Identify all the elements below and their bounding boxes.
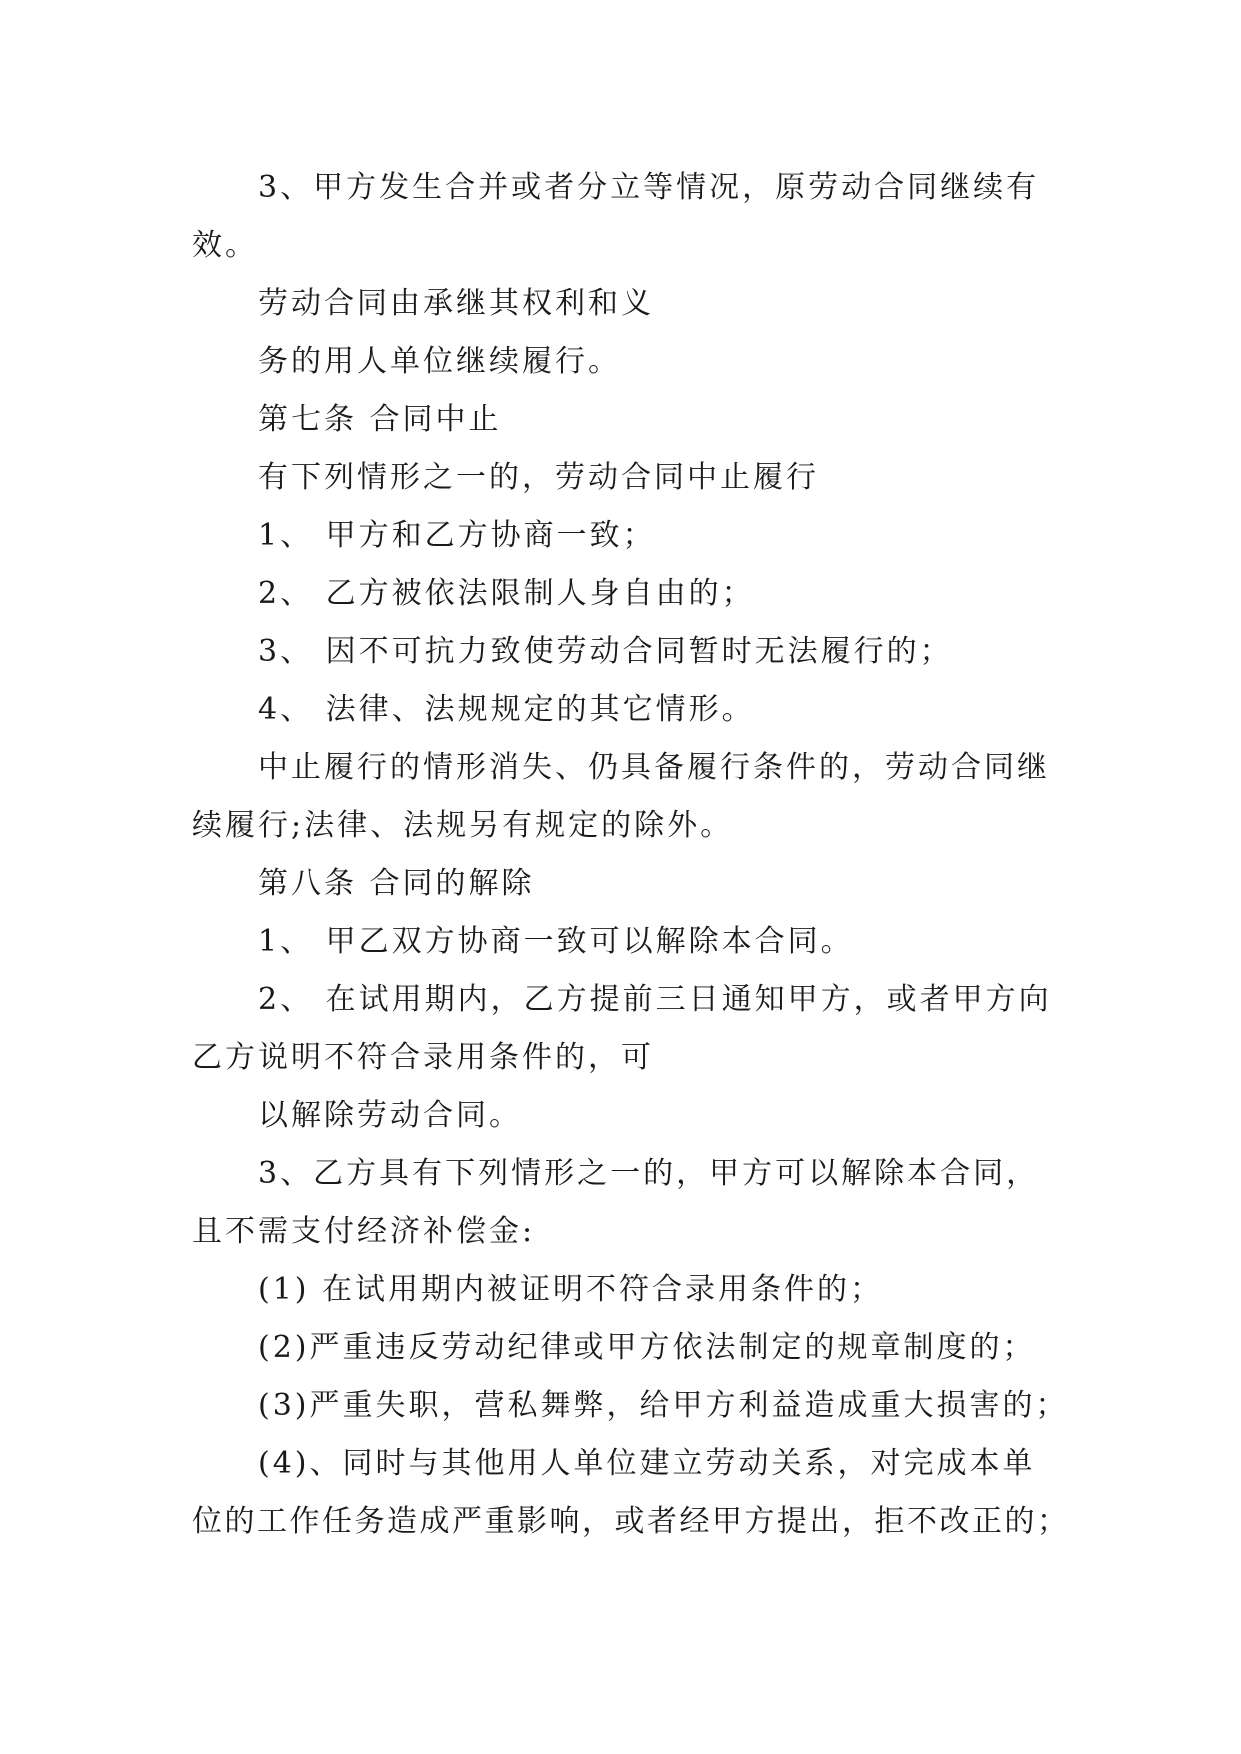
text-line: 中止履行的情形消失、仍具备履行条件的，劳动合同继 xyxy=(258,750,1050,785)
list-item: 3、乙方具有下列情形之一的，甲方可以解除本合同， xyxy=(258,1156,1040,1191)
list-item: 4、 法律、法规规定的其它情形。 xyxy=(258,692,755,727)
text-line: 务的用人单位继续履行。 xyxy=(258,344,621,379)
list-item: (4)、同时与其他用人单位建立劳动关系，对完成本单 xyxy=(258,1446,1036,1481)
list-item: (2)严重违反劳动纪律或甲方依法制定的规章制度的； xyxy=(258,1330,1036,1365)
text-line: 续履行;法律、法规另有规定的除外。 xyxy=(192,808,734,843)
list-item: 2、 乙方被依法限制人身自由的； xyxy=(258,576,755,611)
text-line: 乙方说明不符合录用条件的，可 xyxy=(192,1040,654,1075)
list-item: (3)严重失职，营私舞弊，给甲方利益造成重大损害的； xyxy=(258,1388,1069,1423)
list-item: 1、 甲方和乙方协商一致； xyxy=(258,518,656,553)
list-item: (1) 在试用期内被证明不符合录用条件的； xyxy=(258,1272,884,1307)
text-line: 且不需支付经济补偿金: xyxy=(192,1214,536,1249)
section-heading: 第八条 合同的解除 xyxy=(258,866,535,901)
text-line: 效。 xyxy=(192,228,258,263)
list-item: 3、 因不可抗力致使劳动合同暂时无法履行的； xyxy=(258,634,953,669)
text-line: 位的工作任务造成严重影响，或者经甲方提出，拒不改正的； xyxy=(192,1504,1070,1539)
text-line: 劳动合同由承继其权利和义 xyxy=(258,286,654,321)
list-item: 1、 甲乙双方协商一致可以解除本合同。 xyxy=(258,924,854,959)
list-item: 2、 在试用期内，乙方提前三日通知甲方，或者甲方向 xyxy=(258,982,1052,1017)
section-heading: 第七条 合同中止 xyxy=(258,402,502,437)
text-line: 3、甲方发生合并或者分立等情况，原劳动合同继续有 xyxy=(258,170,1040,205)
text-line: 以解除劳动合同。 xyxy=(258,1098,522,1133)
text-line: 有下列情形之一的，劳动合同中止履行 xyxy=(258,460,819,495)
